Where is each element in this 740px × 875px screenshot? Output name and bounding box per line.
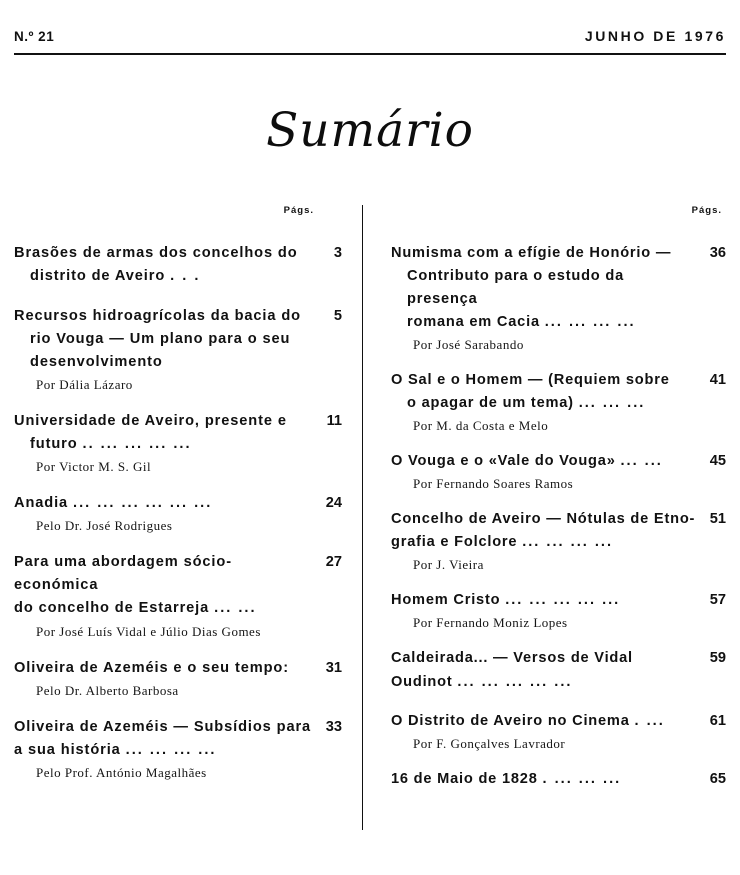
list-item[interactable]: [391, 768, 726, 791]
entry-title: [391, 369, 704, 415]
entry-author: Por Victor M. S. Gil: [36, 459, 152, 475]
entry-author: Pelo Prof. António Magalhães: [36, 764, 207, 780]
entry-title-line: Recursos hidroagrícolas da bacia do: [14, 308, 301, 325]
entry-title: [14, 551, 320, 620]
entry-title: [391, 589, 704, 612]
entry-page-number: 33: [325, 718, 342, 735]
leader-dots: ... ... ... ... ... ...: [73, 495, 213, 512]
entry-title-line: Oudinot: [391, 673, 453, 690]
entry-title-line: desenvolvimento: [30, 354, 163, 371]
entry-title-line: Para uma abordagem sócio-económica: [14, 554, 232, 594]
entry-title-line: futuro: [30, 436, 78, 453]
entry-title: [14, 716, 320, 762]
entry-title-line: Anadia: [14, 495, 69, 512]
entry-page-number: 41: [709, 372, 726, 389]
list-item[interactable]: [391, 589, 726, 631]
entry-title-line: grafia e Folclore: [391, 534, 518, 551]
leader-dots: . ...: [634, 712, 665, 729]
leader-dots: ... ... ... ...: [544, 314, 636, 331]
header-rule: [14, 53, 726, 55]
contents-column-right: [363, 205, 726, 835]
leader-dots: . . .: [170, 268, 201, 285]
entry-author: Por José Luís Vidal e Júlio Dias Gomes: [36, 623, 261, 639]
pages-label-left: Págs.: [283, 205, 314, 216]
leader-dots: ... ... ...: [578, 395, 646, 412]
entry-title-line: romana em Cacia: [407, 314, 540, 331]
pages-label-right: Págs.: [691, 205, 722, 216]
entry-title-line: o apagar de um tema): [407, 395, 574, 412]
entry-title: [14, 242, 320, 288]
entry-title-line: rio Vouga — Um plano para o seu: [30, 331, 291, 348]
entry-page-number: 57: [709, 592, 726, 609]
entry-title: [391, 710, 704, 733]
entry-page-number: 31: [325, 659, 342, 676]
entry-page-number: 36: [709, 245, 726, 261]
list-item[interactable]: [14, 492, 342, 534]
entry-title-line: Caldeirada... — Versos de Vidal: [391, 650, 633, 667]
entry-page-number: 61: [709, 712, 726, 729]
list-item[interactable]: [14, 305, 342, 393]
leader-dots: ... ... ... ... ...: [505, 592, 621, 609]
list-item[interactable]: [391, 710, 726, 752]
list-item[interactable]: [391, 508, 726, 573]
leader-dots: ... ... ... ... ...: [457, 673, 573, 690]
list-item[interactable]: [391, 242, 726, 353]
entry-title-line: distrito de Aveiro: [30, 268, 166, 285]
list-item[interactable]: [391, 369, 726, 434]
leader-dots: .. ... ... ... ...: [82, 436, 192, 453]
entry-title-line: a sua história: [14, 741, 121, 758]
entry-title-line: Oliveira de Azeméis — Subsídios para: [14, 718, 312, 735]
entry-title-line: O Distrito de Aveiro no Cinema: [391, 712, 630, 729]
entry-title-line: O Sal e o Homem — (Requiem sobre: [391, 372, 670, 389]
list-item[interactable]: [391, 450, 726, 492]
entry-author: Pelo Dr. Alberto Barbosa: [36, 682, 179, 698]
entry-author: Pelo Dr. José Rodrigues: [36, 518, 173, 534]
masthead: [14, 28, 726, 44]
entry-title-line: Concelho de Aveiro — Nótulas de Etno-: [391, 511, 696, 528]
entry-page-number: 11: [326, 413, 342, 430]
entry-author: Por Dália Lázaro: [36, 377, 133, 393]
entry-title-line: 16 de Maio de 1828: [391, 770, 538, 787]
list-item[interactable]: [14, 242, 342, 288]
entry-page-number: 5: [333, 308, 342, 325]
entry-author: Por M. da Costa e Melo: [413, 418, 549, 434]
entry-title-line: Homem Cristo: [391, 592, 501, 609]
entry-title: [14, 657, 320, 680]
leader-dots: ... ... ... ...: [125, 741, 217, 758]
entry-page-number: 65: [709, 770, 726, 787]
entry-page-number: 45: [709, 453, 726, 470]
leader-dots: ... ... ... ...: [522, 534, 614, 551]
entry-author: Por José Sarabando: [413, 337, 524, 353]
entry-page-number: 3: [333, 245, 342, 261]
contents-columns: [14, 205, 726, 835]
entry-title: [14, 410, 320, 456]
list-item[interactable]: [14, 657, 342, 699]
entry-page-number: 51: [709, 511, 726, 528]
entry-title-line: do concelho de Estarreja: [14, 600, 210, 617]
entry-author: Por Fernando Soares Ramos: [413, 476, 574, 492]
entry-title-line: Universidade de Aveiro, presente e: [14, 413, 287, 430]
entry-title: [391, 647, 704, 693]
list-item[interactable]: [14, 716, 342, 781]
entry-title: [14, 492, 320, 515]
entry-author: Por F. Gonçalves Lavrador: [413, 735, 566, 751]
contents-column-left: [14, 205, 362, 835]
page-title: Sumário: [266, 103, 474, 158]
entry-title: [14, 305, 320, 374]
entry-title: [391, 450, 704, 473]
entry-title-line: Oliveira de Azeméis e o seu tempo:: [14, 659, 289, 676]
entry-title-line: Brasões de armas dos concelhos do: [14, 245, 298, 261]
entry-page-number: 24: [325, 495, 342, 512]
entry-author: Por J. Vieira: [413, 557, 484, 573]
entry-author: Por Fernando Moniz Lopes: [413, 615, 568, 631]
issue-number: N.º 21: [14, 29, 55, 44]
list-item[interactable]: [391, 647, 726, 693]
entry-title-line: Contributo para o estudo da presença: [407, 268, 624, 308]
entry-page-number: 59: [709, 650, 726, 667]
issue-date: JUNHO DE 1976: [584, 28, 726, 44]
leader-dots: . ... ... ...: [542, 770, 622, 787]
list-item[interactable]: [14, 410, 342, 475]
entry-title-line: O Vouga e o «Vale do Vouga»: [391, 453, 616, 470]
list-item[interactable]: [14, 551, 342, 639]
leader-dots: ... ...: [620, 453, 663, 470]
entry-page-number: 27: [325, 554, 342, 571]
entry-title-line: Numisma com a efígie de Honório —: [391, 245, 672, 261]
entry-title: [391, 768, 704, 791]
entry-title: [391, 508, 704, 554]
leader-dots: ... ...: [214, 600, 257, 617]
entry-title: [391, 242, 704, 334]
